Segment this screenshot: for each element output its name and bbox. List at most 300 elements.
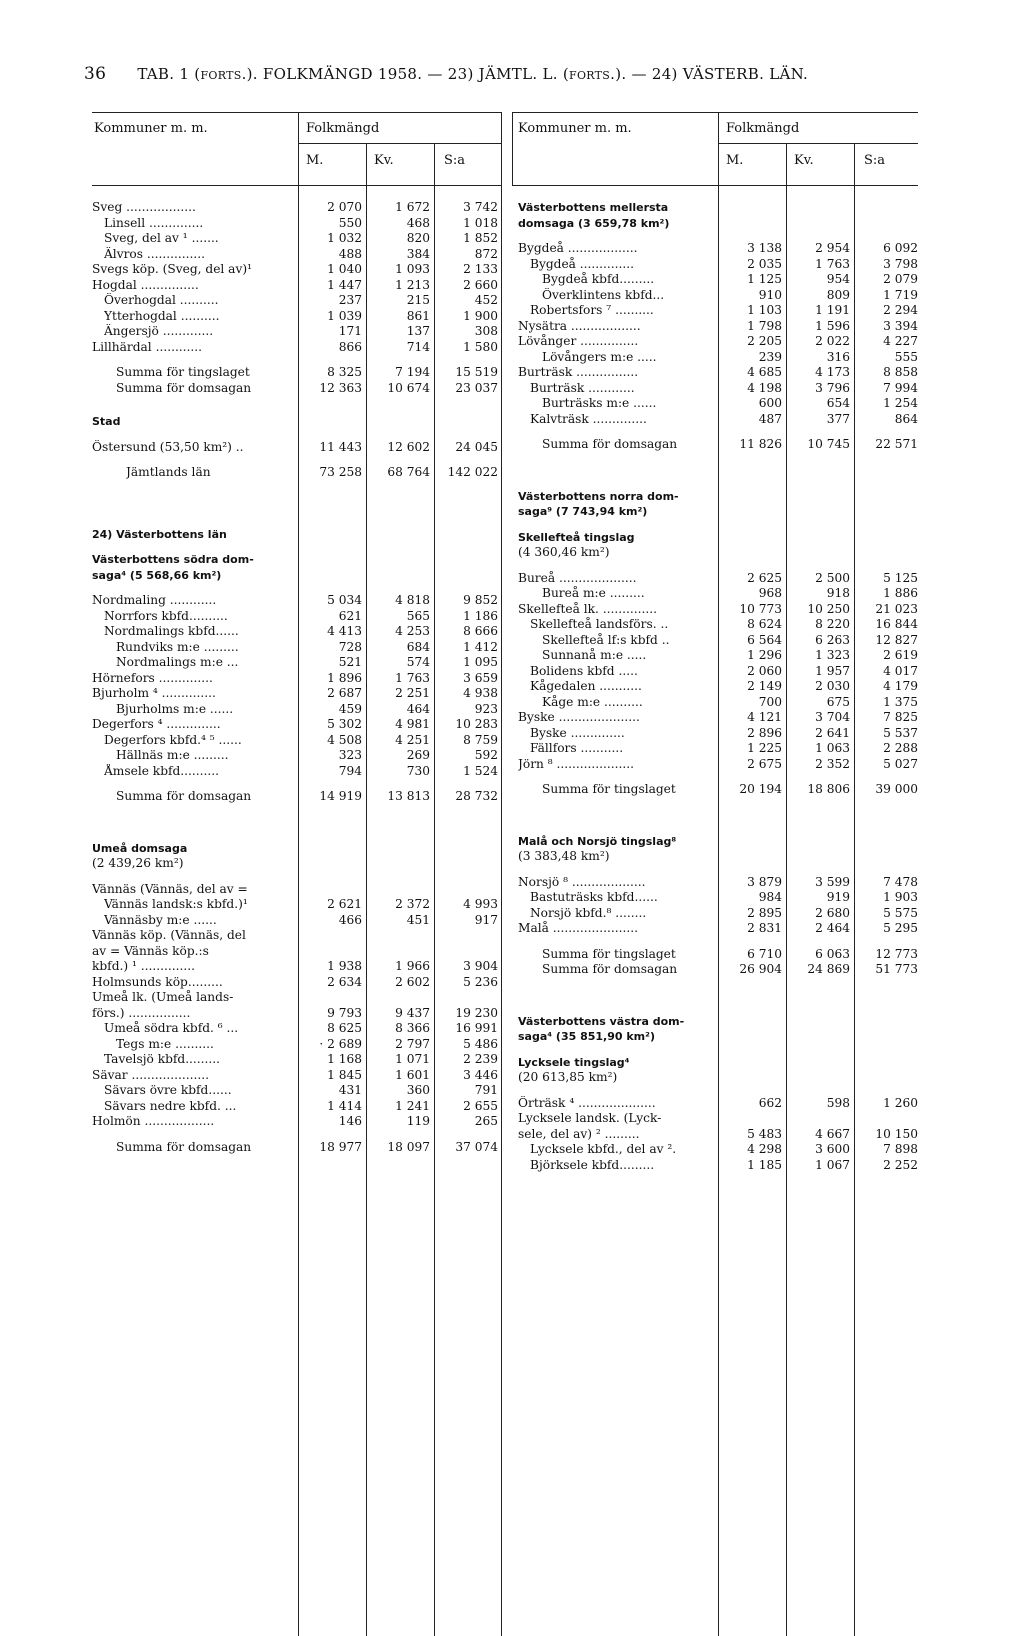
value-men: 488 <box>338 246 362 261</box>
table-row <box>512 365 918 381</box>
kommuner-heading: Kommuner m. m. <box>94 121 208 136</box>
value-women: 2 372 <box>395 897 430 911</box>
value-men: 6 710 <box>747 946 782 961</box>
divider <box>298 113 299 185</box>
place-name: Vännäsby m:e ...... <box>104 912 217 927</box>
place-name: sele, del av) ² ......... <box>518 1126 640 1141</box>
table-row <box>512 962 918 978</box>
value-men: 4 685 <box>747 365 782 379</box>
divider <box>298 143 502 144</box>
value-men: 910 <box>758 287 782 302</box>
value-women: 2 251 <box>395 686 430 700</box>
value-women: 820 <box>406 231 430 245</box>
value-total: 2 660 <box>463 277 498 292</box>
value-total: 4 227 <box>883 334 918 348</box>
value-women: 269 <box>406 748 430 762</box>
table-row <box>92 686 502 702</box>
value-men: 1 414 <box>327 1098 362 1113</box>
value-men: 1 845 <box>327 1067 362 1082</box>
value-men: 968 <box>758 586 782 600</box>
value-total: 12 827 <box>875 632 918 647</box>
place-name: Överklintens kbfd... <box>542 287 665 302</box>
sa-heading: S:a <box>444 153 466 168</box>
value-total: 2 294 <box>883 303 918 317</box>
value-men: 466 <box>338 912 362 927</box>
spacer <box>512 996 918 1014</box>
value-men: 4 413 <box>327 624 362 638</box>
place-name: Älvros ............... <box>104 246 205 261</box>
value-women: 2 602 <box>395 974 430 989</box>
value-total: 22 571 <box>875 437 918 451</box>
table-row <box>92 789 502 805</box>
table-row <box>512 617 918 633</box>
value-men: 323 <box>338 748 362 762</box>
value-total: 37 074 <box>455 1139 498 1154</box>
value-women: 360 <box>406 1083 430 1097</box>
value-total: 4 017 <box>883 663 918 678</box>
value-total: 3 904 <box>463 959 498 973</box>
value-women: 565 <box>406 608 430 623</box>
table-row <box>512 1111 918 1127</box>
value-women: 24 869 <box>807 962 850 976</box>
section-heading <box>512 504 918 520</box>
folkmangd-heading: Folkmängd <box>726 121 800 136</box>
value-men: 146 <box>338 1114 362 1128</box>
section-heading <box>512 200 918 216</box>
table-row <box>512 334 918 350</box>
value-total: 10 150 <box>875 1126 918 1141</box>
value-total: 7 478 <box>883 874 918 889</box>
value-women: 7 194 <box>395 365 430 379</box>
place-name: Malå och Norsjö tingslag⁸ <box>518 834 677 848</box>
place-name: Summa för domsagan <box>542 962 678 976</box>
value-total: 3 394 <box>883 318 918 333</box>
value-total: 2 619 <box>883 648 918 662</box>
value-women: 861 <box>406 308 430 323</box>
table-row <box>512 890 918 906</box>
value-women: 8 220 <box>815 617 850 631</box>
value-total: 1 886 <box>883 586 918 600</box>
value-total: 28 732 <box>455 789 498 803</box>
value-women: 2 680 <box>815 905 850 920</box>
section-heading <box>512 489 918 505</box>
value-women: 2 797 <box>395 1036 430 1051</box>
table-row <box>512 545 918 561</box>
place-name: Jämtlands län <box>126 465 211 479</box>
value-men: 9 793 <box>327 1005 362 1020</box>
place-name: Sävars nedre kbfd. ... <box>104 1098 237 1113</box>
spacer <box>92 430 502 440</box>
value-women: 2 030 <box>815 679 850 693</box>
value-women: 18 097 <box>387 1139 430 1154</box>
value-women: 2 022 <box>815 334 850 348</box>
table-row <box>92 1099 502 1115</box>
value-total: 5 486 <box>463 1036 498 1051</box>
value-men: 431 <box>338 1083 362 1097</box>
table-row <box>92 1021 502 1037</box>
value-women: 4 667 <box>815 1126 850 1141</box>
value-women: 18 806 <box>807 782 850 796</box>
value-men: 237 <box>338 293 362 307</box>
section-heading <box>512 216 918 232</box>
value-men: 2 060 <box>747 663 782 678</box>
value-women: 377 <box>826 411 850 426</box>
value-women: 3 704 <box>815 710 850 724</box>
spacer <box>92 779 502 789</box>
table-row <box>512 319 918 335</box>
spacer <box>512 471 918 489</box>
table-row <box>92 1052 502 1068</box>
value-women: 4 981 <box>395 717 430 731</box>
value-women: 918 <box>826 586 850 600</box>
table-row <box>92 624 502 640</box>
spacer <box>92 805 502 823</box>
spacer <box>512 865 918 875</box>
value-women: 1 601 <box>395 1067 430 1082</box>
spacer <box>92 542 502 552</box>
place-name: Vännäs landsk:s kbfd.)¹ <box>104 897 248 911</box>
table-row <box>512 757 918 773</box>
value-women: 3 599 <box>815 874 850 889</box>
table-row <box>92 944 502 960</box>
table-row <box>512 906 918 922</box>
table-row <box>92 717 502 733</box>
section-heading <box>512 1029 918 1045</box>
sa-heading: S:a <box>864 153 886 168</box>
value-women: 4 251 <box>395 732 430 747</box>
table-row <box>92 640 502 656</box>
value-men: 2 634 <box>327 974 362 989</box>
value-women: 8 366 <box>395 1021 430 1035</box>
place-name: saga⁹ (7 743,94 km²) <box>518 505 648 518</box>
value-women: 675 <box>826 694 850 709</box>
place-name: Summa för tingslaget <box>116 365 250 379</box>
table-row <box>512 437 918 453</box>
spacer <box>512 978 918 996</box>
spacer <box>92 517 502 527</box>
table-row <box>92 1006 502 1022</box>
place-name: Hällnäs m:e ......... <box>116 748 229 762</box>
table-row <box>512 303 918 319</box>
value-men: 8 625 <box>327 1021 362 1035</box>
place-name: Tavelsjö kbfd......... <box>104 1052 221 1066</box>
value-women: 684 <box>406 639 430 654</box>
value-men: 3 879 <box>747 874 782 889</box>
place-name: Umeå södra kbfd. ⁶ ... <box>104 1021 239 1035</box>
value-women: 13 813 <box>387 789 430 803</box>
value-men: 1 225 <box>747 741 782 755</box>
divider <box>718 143 918 144</box>
value-men: 2 035 <box>747 256 782 271</box>
value-men: 459 <box>338 701 362 716</box>
value-women: 1 596 <box>815 318 850 333</box>
table-row <box>512 241 918 257</box>
spacer <box>92 823 502 841</box>
value-women: 2 464 <box>815 921 850 935</box>
value-women: 574 <box>406 655 430 669</box>
value-men: 984 <box>758 890 782 904</box>
value-total: 19 230 <box>455 1005 498 1020</box>
table-row <box>512 664 918 680</box>
table-row <box>92 1114 502 1130</box>
value-men: 866 <box>338 339 362 354</box>
value-total: 2 288 <box>883 741 918 755</box>
section-heading <box>92 414 502 430</box>
section-heading <box>512 530 918 546</box>
value-men: 1 168 <box>327 1052 362 1066</box>
m-heading: M. <box>306 153 324 168</box>
table-header <box>512 112 918 186</box>
value-women: 10 745 <box>807 437 850 451</box>
table-row <box>512 412 918 428</box>
table-row <box>92 764 502 780</box>
value-men: 1 896 <box>327 670 362 685</box>
place-name: Burträsks m:e ...... <box>542 396 657 410</box>
value-men: 728 <box>338 639 362 654</box>
kommuner-heading: Kommuner m. m. <box>518 121 632 136</box>
kv-heading: Kv. <box>374 153 394 168</box>
value-total: 15 519 <box>455 365 498 379</box>
value-total: 2 655 <box>463 1098 498 1113</box>
value-total: 2 239 <box>463 1052 498 1066</box>
value-men: 2 687 <box>327 686 362 700</box>
place-name: Sävar .................... <box>92 1067 209 1082</box>
value-men: 662 <box>758 1095 782 1110</box>
place-name: Kågedalen ........... <box>530 679 642 693</box>
value-women: 1 071 <box>395 1052 430 1066</box>
place-name: Stad <box>92 415 121 428</box>
place-name: Västerbottens mellersta <box>518 201 669 214</box>
value-men: 2 896 <box>747 725 782 740</box>
place-name: saga⁴ (5 568,66 km²) <box>92 568 222 582</box>
table-row <box>512 1096 918 1112</box>
table-row <box>92 882 502 898</box>
place-name: Nysätra .................. <box>518 318 641 333</box>
value-women: 4 173 <box>815 365 850 379</box>
section-heading <box>92 568 502 584</box>
table-row <box>92 231 502 247</box>
spacer <box>512 427 918 437</box>
table-row <box>92 1083 502 1099</box>
value-men: 2 149 <box>747 679 782 693</box>
value-total: 2 079 <box>883 272 918 286</box>
table-body <box>512 186 918 1636</box>
value-total: 1 524 <box>463 763 498 778</box>
value-total: 5 537 <box>883 725 918 740</box>
value-men: 700 <box>758 694 782 709</box>
value-women: 2 641 <box>815 725 850 740</box>
value-men: 11 826 <box>739 437 782 451</box>
value-women: 464 <box>406 701 430 716</box>
table-row <box>512 1142 918 1158</box>
value-men: 2 625 <box>747 570 782 585</box>
table-row <box>512 257 918 273</box>
place-name: Norsjö ⁸ ................... <box>518 874 646 889</box>
value-total: 1 018 <box>463 215 498 230</box>
value-men: 4 198 <box>747 380 782 395</box>
value-men: 2 205 <box>747 334 782 348</box>
place-name: Lövånger ............... <box>518 334 639 348</box>
place-name: Björksele kbfd......... <box>530 1157 655 1172</box>
table-row <box>512 1127 918 1143</box>
value-men: 2 621 <box>327 897 362 911</box>
spacer <box>92 583 502 593</box>
value-men: 2 675 <box>747 756 782 771</box>
place-name: Umeå domsaga <box>92 841 188 855</box>
value-total: 39 000 <box>875 782 918 796</box>
value-women: 1 063 <box>815 741 850 755</box>
table-row <box>92 913 502 929</box>
table-row <box>92 340 502 356</box>
place-name: (2 439,26 km²) <box>92 856 184 870</box>
table-title: TAB. 1 (forts.). FOLKMÄNGD 1958. — 23) JÄMTL. L. (forts.). — 24) VÄSTERB. LÄN. <box>137 65 809 83</box>
value-total: 4 938 <box>463 686 498 700</box>
table-row <box>92 365 502 381</box>
spacer <box>512 798 918 816</box>
value-men: 14 919 <box>319 789 362 803</box>
divider <box>366 143 367 185</box>
value-men: 1 040 <box>327 262 362 276</box>
place-name: förs.) ................ <box>92 1005 191 1020</box>
value-men: 4 121 <box>747 710 782 724</box>
value-women: 1 213 <box>395 277 430 292</box>
place-name: Burträsk ............ <box>530 380 635 395</box>
value-men: 600 <box>758 396 782 410</box>
table-row <box>512 875 918 891</box>
value-total: 1 580 <box>463 339 498 354</box>
value-women: 384 <box>406 246 430 261</box>
value-women: 10 250 <box>807 601 850 616</box>
spacer <box>512 1086 918 1096</box>
spacer <box>512 520 918 530</box>
place-name: Nordmalings kbfd...... <box>104 624 239 638</box>
spacer <box>92 355 502 365</box>
place-name: Sveg, del av ¹ ....... <box>104 231 219 245</box>
place-name: Nordmalings m:e ... <box>116 655 239 669</box>
value-women: 654 <box>826 396 850 410</box>
place-name: Fällfors ........... <box>530 741 624 755</box>
table-header <box>92 112 502 186</box>
section-heading <box>512 1014 918 1030</box>
table-row <box>512 921 918 937</box>
spacer <box>512 816 918 834</box>
place-name: Norrfors kbfd.......... <box>104 608 228 623</box>
table-row <box>512 571 918 587</box>
value-women: 6 063 <box>815 946 850 961</box>
table-row <box>92 216 502 232</box>
value-men: 4 298 <box>747 1142 782 1156</box>
value-men: 1 125 <box>747 272 782 286</box>
divider <box>501 113 502 185</box>
spacer <box>512 937 918 947</box>
value-total: 7 825 <box>883 710 918 724</box>
table-row <box>92 465 502 481</box>
place-name: Summa för tingslaget <box>542 782 676 796</box>
place-name: (20 613,85 km²) <box>518 1070 618 1084</box>
value-women: 2 352 <box>815 756 850 771</box>
place-name: Sunnanå m:e ..... <box>542 648 647 662</box>
value-men: 26 904 <box>739 962 782 976</box>
table-row <box>512 947 918 963</box>
value-men: 171 <box>338 324 362 338</box>
place-name: Holmön .................. <box>92 1114 215 1128</box>
place-name: Degerfors ⁴ .............. <box>92 717 221 731</box>
table-row <box>512 726 918 742</box>
value-women: 3 796 <box>815 380 850 395</box>
place-name: Skellefteå lf:s kbfd .. <box>542 632 670 647</box>
value-men: 1 103 <box>747 303 782 317</box>
table-row <box>92 928 502 944</box>
value-men: 5 483 <box>747 1126 782 1141</box>
table-row <box>92 990 502 1006</box>
table-row <box>512 695 918 711</box>
place-name: Östersund (53,50 km²) .. <box>92 439 244 454</box>
value-total: 7 898 <box>883 1142 918 1156</box>
kv-heading: Kv. <box>794 153 814 168</box>
place-name: Sveg .................. <box>92 200 196 214</box>
value-men: 8 624 <box>747 617 782 631</box>
place-name: Sävars övre kbfd...... <box>104 1083 232 1097</box>
value-total: 8 666 <box>463 624 498 638</box>
place-name: Bjurholm ⁴ .............. <box>92 686 216 700</box>
table-row <box>92 278 502 294</box>
value-men: 239 <box>758 349 782 364</box>
value-total: 4 179 <box>883 679 918 693</box>
value-total: 12 773 <box>875 946 918 961</box>
value-men: 794 <box>338 763 362 778</box>
place-name: Västerbottens västra dom- <box>518 1014 685 1028</box>
value-women: 954 <box>826 272 850 286</box>
spacer <box>92 396 502 414</box>
value-men: 1 296 <box>747 648 782 662</box>
place-name: Bygdeå .............. <box>530 256 635 271</box>
table-row <box>92 655 502 671</box>
value-total: 3 798 <box>883 256 918 271</box>
place-name: Skellefteå lk. .............. <box>518 601 657 616</box>
value-women: 1 957 <box>815 663 850 678</box>
spacer <box>92 499 502 517</box>
place-name: Bjurholms m:e ...... <box>116 701 234 716</box>
value-women: 1 672 <box>395 200 430 214</box>
table-row <box>92 293 502 309</box>
section-heading <box>512 1055 918 1071</box>
value-total: 51 773 <box>875 962 918 976</box>
value-men: 11 443 <box>319 439 362 454</box>
table-row <box>512 602 918 618</box>
table-row <box>512 741 918 757</box>
place-name: Summa för domsagan <box>116 1139 252 1154</box>
table-body <box>92 186 502 1636</box>
value-men: 73 258 <box>319 465 362 479</box>
place-name: Kalvträsk .............. <box>530 411 647 426</box>
table-row <box>512 288 918 304</box>
value-men: 521 <box>338 655 362 669</box>
table-row <box>512 648 918 664</box>
value-total: 5 575 <box>883 905 918 920</box>
value-women: 714 <box>406 339 430 354</box>
table-row <box>92 262 502 278</box>
value-men: 5 302 <box>327 717 362 731</box>
table-row <box>92 324 502 340</box>
place-name: saga⁴ (35 851,90 km²) <box>518 1030 655 1043</box>
value-total: 265 <box>474 1114 498 1128</box>
place-name: Tegs m:e .......... <box>116 1036 214 1051</box>
table-row <box>92 593 502 609</box>
place-name: (3 383,48 km²) <box>518 849 610 863</box>
value-men: 5 034 <box>327 593 362 607</box>
value-men: 1 798 <box>747 318 782 333</box>
place-name: Summa för domsagan <box>116 789 252 803</box>
